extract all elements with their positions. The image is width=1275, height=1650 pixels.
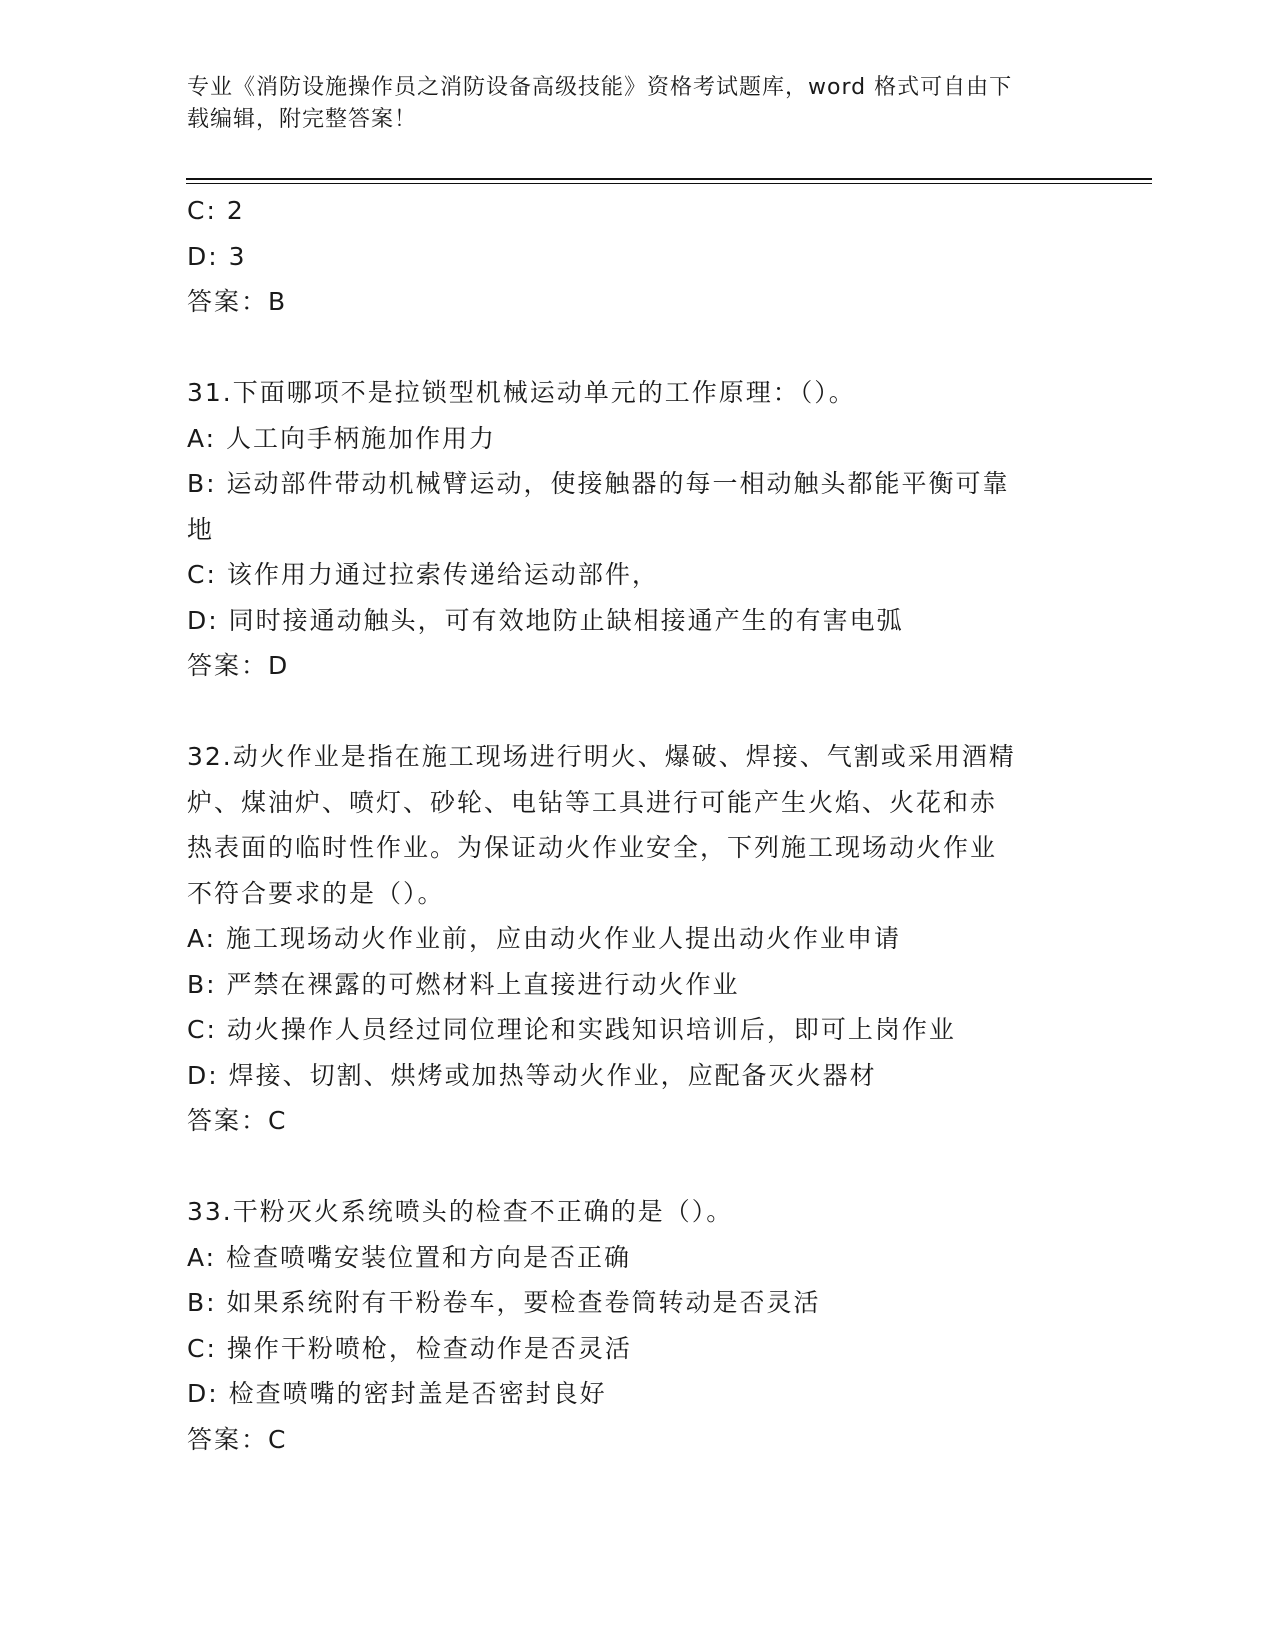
option-b: B: 严禁在裸露的可燃材料上直接进行动火作业 (187, 969, 740, 999)
header-rule-thick (186, 178, 1152, 180)
page-header (187, 72, 1067, 136)
answer-line: 答案：B (187, 287, 288, 316)
option-a: A: 人工向手柄施加作用力 (187, 423, 497, 453)
option-c: C: 该作用力通过拉索传递给运动部件， (187, 560, 659, 589)
option-a: A: 检查喷嘴安装位置和方向是否正确 (187, 1242, 632, 1272)
question-stem-continued: 热表面的临时性作业。为保证动火作业安全，下列施工现场动火作业 (187, 833, 998, 862)
header-line-1: 专业《消防设施操作员之消防设备高级技能》资格考试题库，word 格式可自由下 (187, 75, 1013, 100)
option-b: B: 如果系统附有干粉卷车，要检查卷筒转动是否灵活 (187, 1288, 821, 1317)
header-rule-thin (186, 183, 1152, 184)
option-d: D: 检查喷嘴的密封盖是否密封良好 (187, 1379, 607, 1408)
question-32 (187, 734, 1067, 1144)
option-d: D: 3 (187, 241, 247, 271)
question-stem: 32.动火作业是指在施工现场进行明火、爆破、焊接、气割或采用酒精 (187, 742, 1016, 771)
option-a: A: 施工现场动火作业前，应由动火作业人提出动火作业申请 (187, 924, 902, 953)
option-c: C: 操作干粉喷枪，检查动作是否灵活 (187, 1333, 632, 1363)
option-c: C: 动火操作人员经过同位理论和实践知识培训后，即可上岗作业 (187, 1015, 956, 1044)
question-stem-continued: 不符合要求的是（）。 (187, 878, 445, 908)
spacer (187, 689, 1067, 735)
option-d: D: 同时接通动触头，可有效地防止缺相接通产生的有害电弧 (187, 605, 904, 635)
question-stem: 31.下面哪项不是拉锁型机械运动单元的工作原理：（）。 (187, 378, 856, 407)
prev-question-block (187, 188, 1067, 325)
question-31 (187, 370, 1067, 689)
question-stem-continued: 炉、煤油炉、喷灯、砂轮、电钻等工具进行可能产生火焰、火花和赤 (187, 787, 998, 817)
option-c: C: 2 (187, 196, 245, 225)
option-b-continued: 地 (187, 514, 215, 544)
option-b: B: 运动部件带动机械臂运动，使接触器的每一相动触头都能平衡可靠 (187, 469, 1010, 498)
question-stem: 33.干粉灭火系统喷头的检查不正确的是（）。 (187, 1197, 734, 1226)
question-33 (187, 1189, 1067, 1462)
option-d: D: 焊接、切割、烘烤或加热等动火作业，应配备灭火器材 (187, 1060, 877, 1090)
header-line-2: 载编辑，附完整答案！ (187, 107, 418, 132)
spacer (187, 1144, 1067, 1190)
question-content (187, 188, 1067, 1462)
answer-line: 答案：D (187, 651, 290, 680)
answer-line: 答案：C (187, 1424, 288, 1454)
spacer (187, 325, 1067, 371)
answer-line: 答案：C (187, 1106, 288, 1135)
